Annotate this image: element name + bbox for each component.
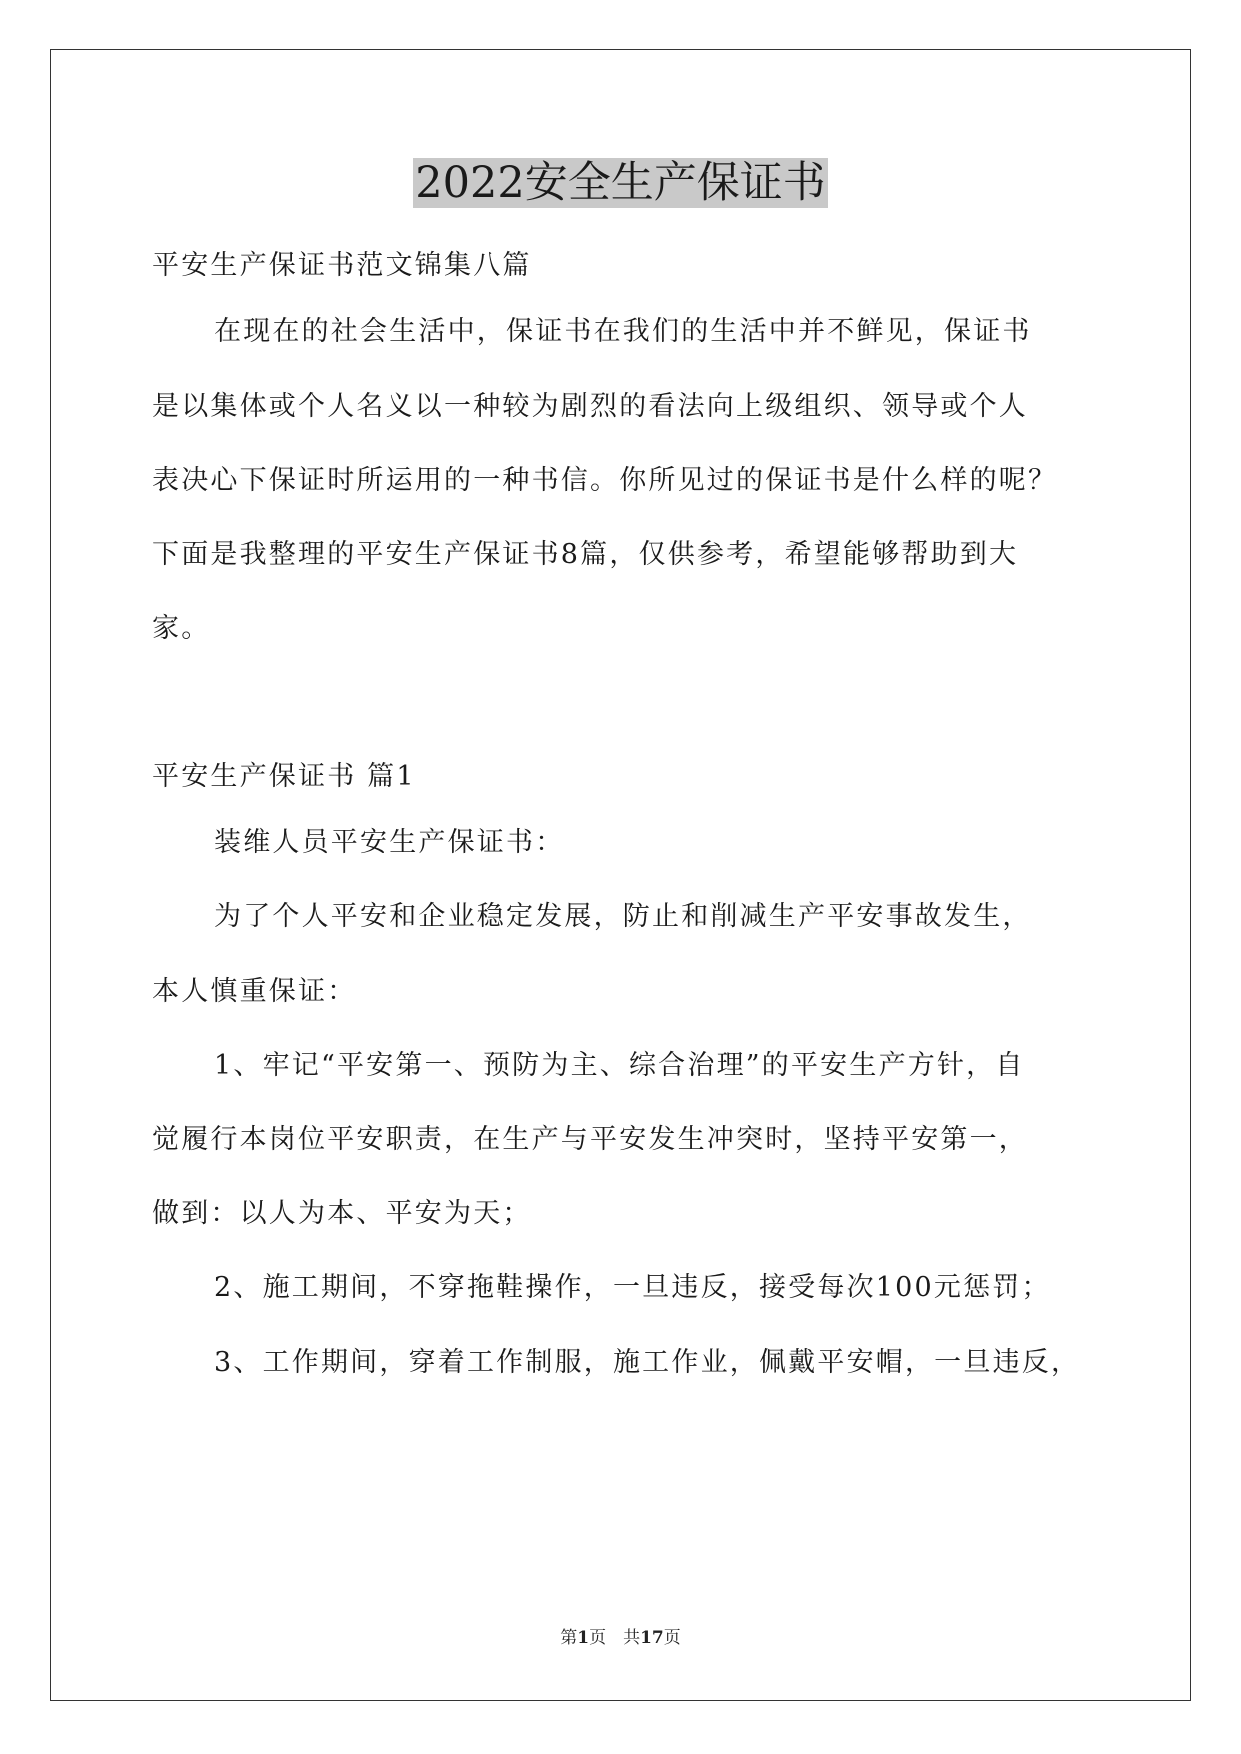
footer-page-prefix: 第 — [560, 1628, 578, 1648]
document-title — [0, 155, 1241, 211]
paragraph-line: 家。 — [152, 613, 211, 644]
paragraph-line: 装维人员平安生产保证书： — [214, 827, 565, 858]
paragraph-line: 为了个人平安和企业稳定发展，防止和削减生产平安事故发生， — [214, 901, 1032, 932]
paragraph-line: 1、牢记“平安第一、预防为主、综合治理”的平安生产方针，自 — [214, 1050, 1025, 1081]
paragraph-line: 3、工作期间，穿着工作制服，施工作业，佩戴平安帽，一旦违反， — [214, 1347, 1081, 1378]
footer-page-total: 17 — [640, 1628, 664, 1648]
paragraph-line: 表决心下保证时所运用的一种书信。你所见过的保证书是什么样的呢？ — [152, 465, 1058, 496]
paragraph-line: 本人慎重保证： — [152, 976, 357, 1007]
document-title-text: 2022安全生产保证书 — [415, 158, 826, 208]
footer-page-current: 1 — [577, 1628, 590, 1648]
paragraph-line: 下面是我整理的平安生产保证书8篇，仅供参考，希望能够帮助到大 — [152, 539, 1019, 570]
paragraph-line: 觉履行本岗位平安职责，在生产与平安发生冲突时，坚持平安第一， — [152, 1124, 1028, 1155]
page-footer — [0, 1626, 1241, 1650]
subtitle-line: 平安生产保证书范文锦集八篇 — [152, 250, 532, 281]
paragraph-line: 是以集体或个人名义以一种较为剧烈的看法向上级组织、领导或个人 — [152, 391, 1028, 422]
footer-page-suffix: 页 — [663, 1628, 681, 1648]
section-heading: 平安生产保证书 篇1 — [152, 761, 416, 792]
page-border — [50, 49, 1191, 1701]
footer-page-mid: 页 共 — [589, 1628, 641, 1648]
paragraph-line: 2、施工期间，不穿拖鞋操作，一旦违反，接受每次100元惩罚； — [214, 1272, 1051, 1303]
paragraph-line: 做到：以人为本、平安为天； — [152, 1198, 532, 1229]
paragraph-line: 在现在的社会生活中，保证书在我们的生活中并不鲜见，保证书 — [214, 316, 1032, 347]
